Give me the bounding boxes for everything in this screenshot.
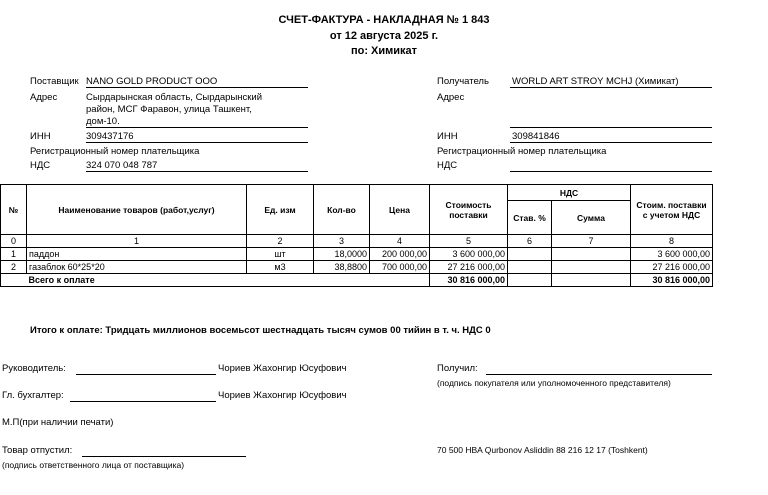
released-note: (подпись ответственного лица от поставщика) bbox=[2, 460, 185, 470]
col-header-unit: Ед. изм bbox=[247, 185, 314, 235]
total-cost: 30 816 000,00 bbox=[430, 274, 508, 287]
col-header-qty: Кол-во bbox=[314, 185, 370, 235]
row-cost: 27 216 000,00 bbox=[430, 261, 508, 274]
director-sign-line bbox=[76, 363, 216, 375]
row-price: 200 000,00 bbox=[370, 248, 430, 261]
col-number: 2 bbox=[247, 235, 314, 248]
supplier-inn: 309437176 bbox=[86, 131, 134, 142]
col-number: 8 bbox=[631, 235, 713, 248]
col-number: 4 bbox=[370, 235, 430, 248]
supplier-address-2: район, МСГ Фаравон, улица Ташкент, bbox=[86, 104, 252, 115]
col-header-vat-rate: Став. % bbox=[508, 201, 552, 235]
released-label: Товар отпустил: bbox=[2, 445, 73, 456]
supplier-address-3: дом-10. bbox=[86, 116, 120, 127]
accountant-label: Гл. бухгалтер: bbox=[2, 390, 64, 401]
col-header-total: Стоим. поставки с учетом НДС bbox=[631, 185, 713, 235]
row-vat-rate bbox=[508, 248, 552, 261]
row-total: 3 600 000,00 bbox=[631, 248, 713, 261]
contact-info: 70 500 HBA Qurbonov Asliddin 88 216 12 17 (Toshkent) bbox=[437, 445, 648, 455]
table-row bbox=[1, 248, 713, 261]
accountant-sign-line bbox=[70, 390, 216, 402]
col-number: 5 bbox=[430, 235, 508, 248]
col-header-no: № bbox=[1, 185, 27, 235]
row-vat-rate bbox=[508, 261, 552, 274]
summary-text: Итого к оплате: Тридцать миллионов восемьсот шестнадцать тысяч сумов 00 тийин в т. ч. НДС 0 bbox=[30, 325, 491, 336]
row-unit: м3 bbox=[247, 261, 314, 274]
row-unit: шт bbox=[247, 248, 314, 261]
total-with-vat: 30 816 000,00 bbox=[631, 274, 713, 287]
released-sign-line bbox=[82, 445, 246, 457]
row-no: 2 bbox=[1, 261, 27, 274]
supplier-address-1: Сырдарынская область, Сырдарынский bbox=[86, 92, 263, 103]
recipient-address-line bbox=[510, 116, 712, 128]
supplier-inn-label: ИНН bbox=[30, 131, 51, 142]
col-number: 6 bbox=[508, 235, 552, 248]
received-label: Получил: bbox=[437, 363, 478, 374]
supplier-nds-label: НДС bbox=[30, 160, 51, 171]
recipient-nds-line bbox=[510, 160, 712, 172]
doc-date: от 12 августа 2025 г. bbox=[329, 30, 439, 42]
recipient-label: Получатель bbox=[437, 76, 489, 87]
director-name: Чориев Жахонгир Юсуфович bbox=[218, 363, 347, 374]
recipient-address-label: Адрес bbox=[437, 92, 465, 103]
supplier-reg-label: Регистрационный номер плательщика bbox=[30, 146, 200, 157]
invoice-table bbox=[0, 184, 713, 287]
col-number: 7 bbox=[552, 235, 631, 248]
recipient-inn: 309841846 bbox=[512, 131, 560, 142]
recipient-name: WORLD ART STROY MCHJ (Химикат) bbox=[512, 76, 679, 87]
col-header-vat-sum: Сумма bbox=[552, 201, 631, 235]
recipient-inn-label: ИНН bbox=[437, 131, 458, 142]
supplier-name: NANO GOLD PRODUCT OOO bbox=[86, 76, 218, 87]
col-number: 3 bbox=[314, 235, 370, 248]
col-header-vat: НДС bbox=[508, 185, 631, 201]
row-price: 700 000,00 bbox=[370, 261, 430, 274]
doc-title: СЧЕТ-ФАКТУРА - НАКЛАДНАЯ № 1 843 bbox=[278, 14, 490, 26]
received-note: (подпись покупателя или уполномоченного представителя) bbox=[437, 378, 671, 388]
total-row bbox=[1, 274, 713, 287]
row-vat-sum bbox=[552, 261, 631, 274]
row-vat-sum bbox=[552, 248, 631, 261]
col-header-name: Наименование товаров (работ,услуг) bbox=[27, 185, 247, 235]
table-row bbox=[1, 261, 713, 274]
recipient-reg-label: Регистрационный номер плательщика bbox=[437, 146, 607, 157]
col-number: 0 bbox=[1, 235, 27, 248]
accountant-name: Чориев Жахонгир Юсуфович bbox=[218, 390, 347, 401]
row-no: 1 bbox=[1, 248, 27, 261]
col-header-price: Цена bbox=[370, 185, 430, 235]
recipient-nds-label: НДС bbox=[437, 160, 458, 171]
row-cost: 3 600 000,00 bbox=[430, 248, 508, 261]
row-qty: 38,8800 bbox=[314, 261, 370, 274]
stamp-label: М.П(при наличии печати) bbox=[2, 417, 114, 428]
row-qty: 18,0000 bbox=[314, 248, 370, 261]
row-name: газаблок 60*25*20 bbox=[27, 261, 247, 274]
row-total: 27 216 000,00 bbox=[631, 261, 713, 274]
col-number: 1 bbox=[27, 235, 247, 248]
supplier-label: Поставщик bbox=[30, 76, 79, 87]
total-label: Всего к оплате bbox=[27, 274, 430, 287]
doc-subject: по: Химикат bbox=[350, 45, 418, 57]
director-label: Руководитель: bbox=[2, 363, 66, 374]
col-header-cost: Стоимость поставки bbox=[430, 185, 508, 235]
row-name: паддон bbox=[27, 248, 247, 261]
supplier-address-label: Адрес bbox=[30, 92, 58, 103]
supplier-nds: 324 070 048 787 bbox=[86, 160, 158, 171]
received-sign-line bbox=[486, 363, 712, 375]
